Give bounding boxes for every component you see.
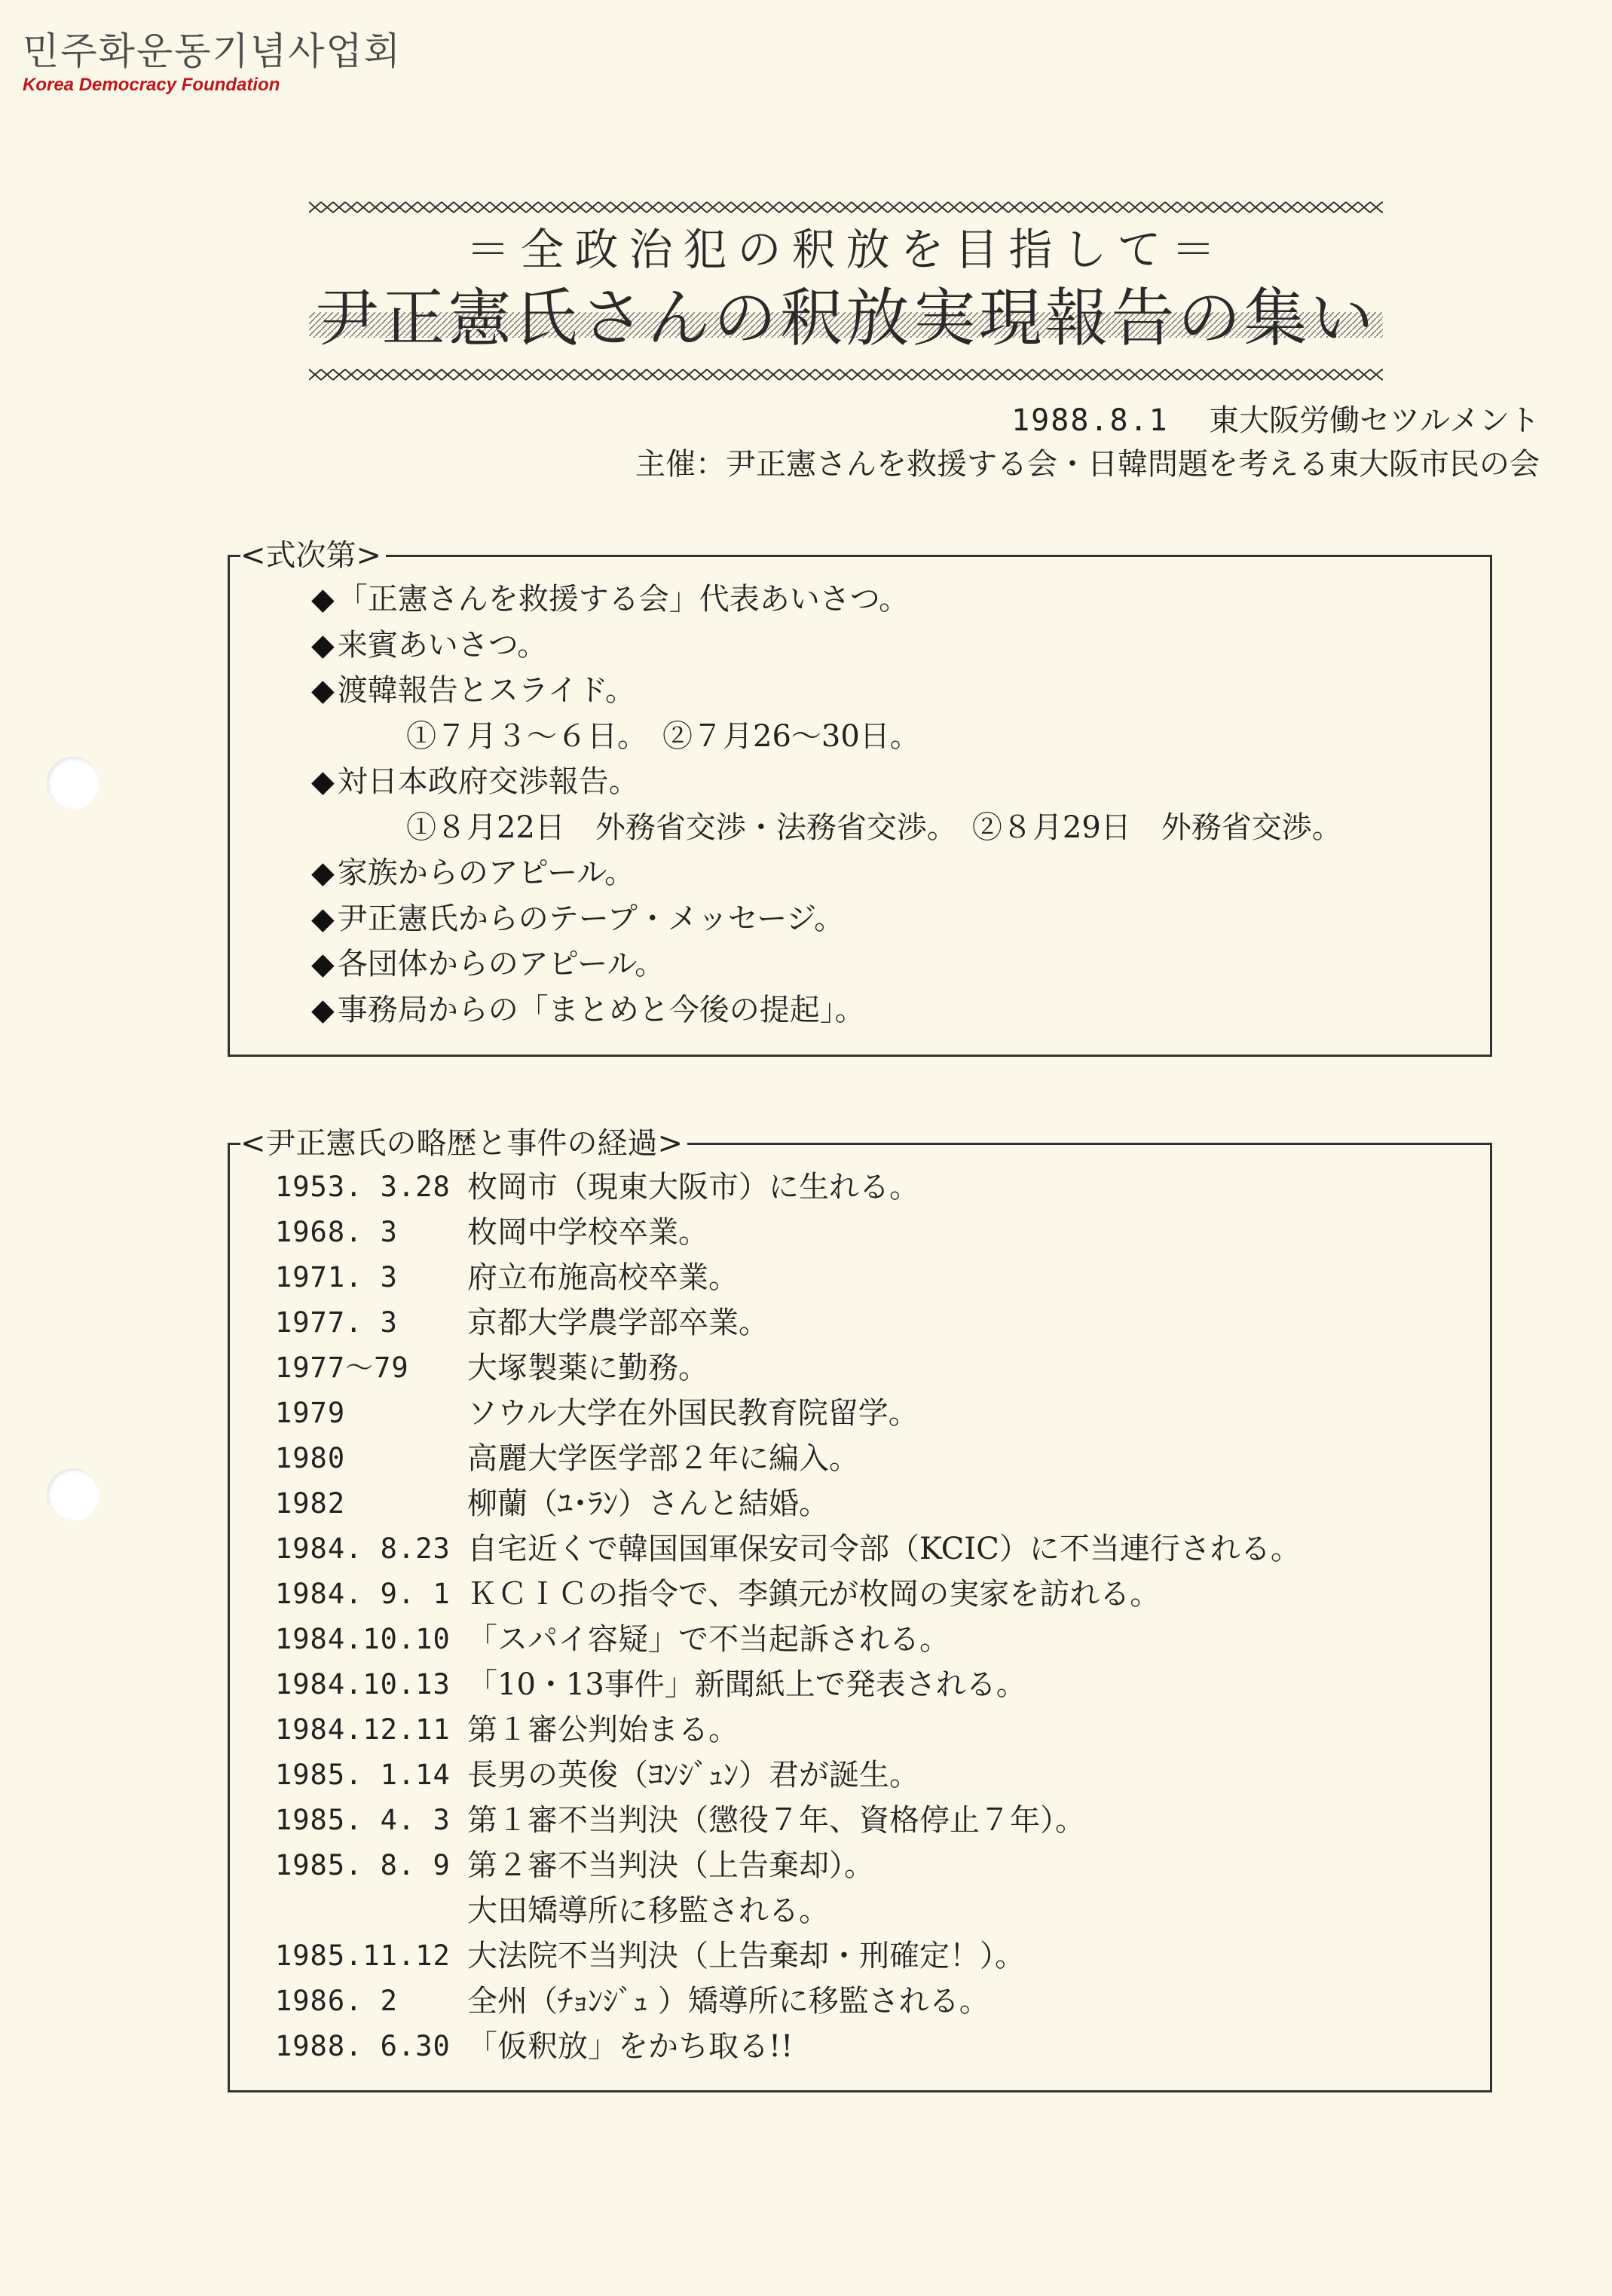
program-item-text: 各団体からのアピール。 xyxy=(337,947,665,981)
history-event: 「スパイ容疑」で不当起訴される。 xyxy=(467,1622,950,1657)
program-item xyxy=(311,623,1342,669)
history-event: 府立布施高校卒業。 xyxy=(467,1260,739,1295)
decorative-border-top xyxy=(309,197,1383,217)
history-date: 1984. 9. 1 xyxy=(275,1578,451,1610)
history-event: 大法院不当判決（上告棄却・刑確定！）。 xyxy=(467,1939,1025,1973)
program-item xyxy=(311,668,1342,714)
history-label: <尹正憲氏の略歴と事件の経過> xyxy=(240,1122,687,1165)
event-title-block xyxy=(309,280,1383,356)
program-item-text: 渡韓報告とスライド。 xyxy=(337,673,635,708)
zigzag-border-bottom xyxy=(309,365,1383,384)
history-date: 1984.10.13 xyxy=(275,1668,451,1701)
history-date: 1985. 1.14 xyxy=(275,1759,451,1791)
watermark-english: Korea Democracy Foundation xyxy=(23,75,280,95)
program-item xyxy=(311,896,1342,942)
diamond-icon: ◆ xyxy=(311,856,335,890)
history-date: 1988. 6.30 xyxy=(275,2030,451,2062)
diamond-icon: ◆ xyxy=(311,947,335,981)
program-item-text: 事務局からの「まとめと今後の提起」。 xyxy=(337,992,865,1027)
history-row xyxy=(275,1979,1301,2024)
program-item-text: 「正憲さんを救援する会」代表あいさつ。 xyxy=(337,582,910,617)
program-item-text: 対日本政府交渉報告。 xyxy=(337,764,639,799)
program-item-text: ①７月３〜６日。 ②７月26〜30日。 xyxy=(406,718,920,754)
history-date: 1985. 4. 3 xyxy=(275,1804,451,1836)
history-event: ＫＣＩＣの指令で、李鎮元が枚岡の実家を訪れる。 xyxy=(467,1577,1161,1612)
program-item-text: ①８月22日 外務省交渉・法務省交渉。 ②８月29日 外務省交渉。 xyxy=(406,810,1342,845)
history-event: 第１審公判始まる。 xyxy=(467,1713,739,1747)
program-label: <式次第> xyxy=(240,534,386,577)
watermark-korean: 민주화운동기념사업회 xyxy=(23,29,402,73)
history-date: 1985.11.12 xyxy=(275,1939,451,1972)
history-table xyxy=(275,1165,1301,2069)
decorative-border-bottom xyxy=(309,365,1383,384)
organizer-line: 主催：尹正憲さんを救援する会・日韓問題を考える東大阪市民の会 xyxy=(635,447,1540,482)
history-date: 1984. 8.23 xyxy=(275,1532,451,1565)
history-date: 1977〜79 xyxy=(275,1352,409,1384)
history-date: 1977. 3 xyxy=(275,1306,398,1339)
history-box xyxy=(228,1126,1492,2092)
program-item xyxy=(311,759,1342,805)
history-row xyxy=(275,1753,1301,1798)
program-box xyxy=(228,538,1492,1057)
history-row xyxy=(275,1526,1301,1572)
event-subtitle: ＝全政治犯の釈放を目指して＝ xyxy=(466,224,1226,275)
history-date: 1986. 2 xyxy=(275,1985,398,2017)
history-row xyxy=(275,1888,1301,1933)
program-item-text: 尹正憲氏からのテープ・メッセージ。 xyxy=(337,901,845,936)
diamond-icon: ◆ xyxy=(311,901,335,936)
diamond-icon: ◆ xyxy=(311,673,335,708)
history-event: 枚岡中学校卒業。 xyxy=(467,1215,708,1250)
event-date: 1988.8.1 xyxy=(1011,403,1169,438)
history-event: 柳蘭（ﾕ･ﾗﾝ）さんと結婚。 xyxy=(467,1486,829,1521)
history-row xyxy=(275,1210,1301,1255)
history-date: 1980 xyxy=(275,1442,346,1474)
watermark xyxy=(23,29,402,96)
punch-hole-bottom xyxy=(47,1468,99,1521)
history-event: 全州（ﾁｮﾝｼﾞｭ ）矯導所に移監される。 xyxy=(467,1984,990,2019)
diamond-icon: ◆ xyxy=(311,764,335,799)
history-row xyxy=(275,1300,1301,1345)
history-event: ソウル大学在外国民教育院留学。 xyxy=(467,1396,919,1431)
history-row xyxy=(275,1617,1301,1662)
history-event: 自宅近くで韓国国軍保安司令部（KCIC）に不当連行される。 xyxy=(467,1532,1301,1566)
history-row xyxy=(275,2024,1301,2069)
history-row xyxy=(275,1481,1301,1526)
history-event: 「仮釈放」をかち取る!! xyxy=(467,2029,794,2064)
zigzag-border-top xyxy=(309,197,1383,217)
history-date: 1971. 3 xyxy=(275,1261,398,1293)
program-item xyxy=(311,805,1342,851)
program-list xyxy=(311,577,1342,1033)
history-date: 1982 xyxy=(275,1487,346,1520)
diamond-icon: ◆ xyxy=(311,582,335,617)
history-date: 1979 xyxy=(275,1397,346,1429)
history-event: 「10・13事件」新聞紙上で発表される。 xyxy=(467,1667,1026,1702)
history-row xyxy=(275,1391,1301,1436)
history-row xyxy=(275,1662,1301,1707)
history-date: 1953. 3.28 xyxy=(275,1171,451,1203)
history-row xyxy=(275,1707,1301,1753)
history-event: 京都大学農学部卒業。 xyxy=(467,1306,769,1340)
history-event: 大田矯導所に移監される。 xyxy=(467,1893,829,1928)
history-row xyxy=(275,1165,1301,1210)
program-item-text: 家族からのアピール。 xyxy=(337,856,635,890)
program-item xyxy=(311,987,1342,1033)
program-item-text: 来賓あいさつ。 xyxy=(337,627,548,663)
event-title: 尹正憲氏さんの釈放実現報告の集い xyxy=(315,281,1377,355)
program-item xyxy=(311,941,1342,987)
history-event: 第１審不当判決（懲役７年、資格停止７年）。 xyxy=(467,1803,1085,1838)
history-date xyxy=(275,1888,467,1933)
event-venue: 東大阪労働セツルメント xyxy=(1209,403,1540,438)
history-event: 枚岡市（現東大阪市）に生れる。 xyxy=(467,1170,919,1205)
history-event: 高麗大学医学部２年に編入。 xyxy=(467,1441,859,1476)
diamond-icon: ◆ xyxy=(311,992,335,1027)
program-item xyxy=(311,577,1342,623)
history-event: 長男の英俊（ﾖﾝｼﾞｭﾝ）君が誕生。 xyxy=(467,1758,919,1792)
program-item xyxy=(311,714,1342,760)
history-date: 1985. 8. 9 xyxy=(275,1849,451,1881)
history-row xyxy=(275,1255,1301,1300)
date-venue-line xyxy=(1011,400,1540,442)
history-event: 大塚製薬に勤務。 xyxy=(467,1351,708,1385)
diamond-icon: ◆ xyxy=(311,627,335,663)
history-row xyxy=(275,1345,1301,1391)
program-item xyxy=(311,850,1342,896)
history-date: 1984.10.10 xyxy=(275,1623,451,1655)
history-row xyxy=(275,1436,1301,1481)
history-row xyxy=(275,1933,1301,1979)
history-row xyxy=(275,1572,1301,1617)
history-row xyxy=(275,1798,1301,1843)
history-date: 1968. 3 xyxy=(275,1216,398,1248)
history-row xyxy=(275,1843,1301,1888)
history-event: 第２審不当判決（上告棄却）。 xyxy=(467,1848,874,1883)
history-date: 1984.12.11 xyxy=(275,1713,451,1746)
punch-hole-top xyxy=(47,757,99,810)
